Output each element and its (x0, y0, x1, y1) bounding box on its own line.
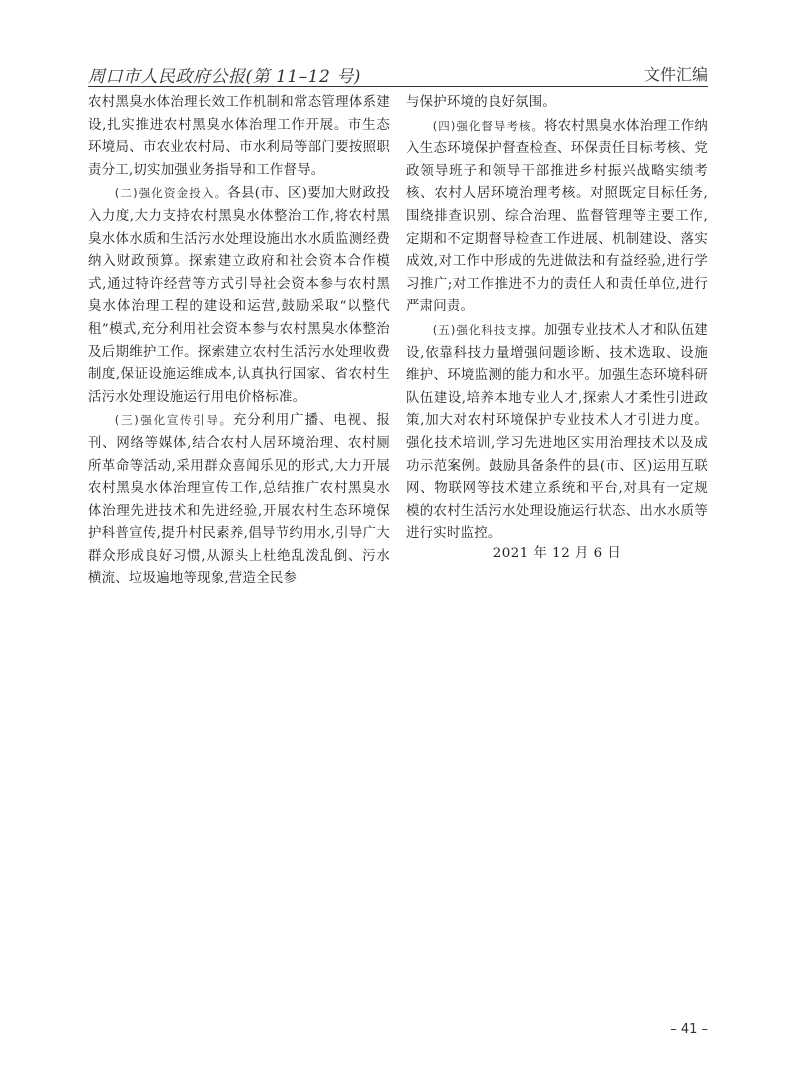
header-divider (88, 86, 708, 87)
paragraph-continuation: 农村黑臭水体治理长效工作机制和常态管理体系建设,扎实推进农村黑臭水体治理工作开展。市生态环境局、市农业农村局、市水利局等部门要按照职责分工,切实加强业务指导和工作督导。 (88, 95, 390, 178)
section-heading-technology: (五)强化科技支撑。 (432, 322, 545, 337)
bulletin-title: 周口市人民政府公报(第 11–12 号) (88, 67, 361, 87)
right-column (406, 92, 708, 546)
paragraph-publicity (88, 409, 390, 591)
paragraph-technology-body: 加强专业技术人才和队伍建设,依靠科技力量增强问题诊断、技术选取、设施维护、环境监测的能力和水平。加强生态环境科研队伍建设,培养本地专业人才,探索人才柔性引进政策,加大对农村环境保护专业技术人才引进力度。强化技术培训,学习先进地区实用治理技术以及成功示范案例。鼓励具备条件的县(市、区)运用互联网、物联网等技术建立系统和平台,对具有一定规模的农村生活污水处理设施运行状态、出水水质等进行实时监控。 (406, 322, 708, 542)
page-header (88, 60, 708, 88)
section-label: 文件汇编 (643, 65, 708, 84)
page-number: – 41 – (670, 1022, 708, 1037)
paragraph-funding (88, 182, 390, 409)
section-heading-publicity: (三)强化宣传引导。 (114, 413, 233, 428)
section-heading-supervision: (四)强化督导考核。 (432, 118, 545, 133)
paragraph-supervision (406, 115, 708, 319)
document-date: 2021 年 12 月 6 日 (492, 546, 622, 561)
paragraph-continuation-right: 与保护环境的良好氛围。 (406, 95, 557, 110)
section-heading-funding: (二)强化资金投入。 (114, 186, 228, 201)
paragraph-technology (406, 319, 708, 546)
paragraph-funding-body: 各县(市、区)要加大财政投入力度,大力支持农村黑臭水体整治工作,将农村黑臭水体水质和生活污水处理设施出水水质监测经费纳入财政预算。探索建立政府和社会资本合作模式,通过特许经营等方式引导社会资本参与农村黑臭水体治理工程的建设和运营,鼓励采取“以整代租”模式,充分利用社会资本参与农村黑臭水体整治及后期维护工作。探索建立农村生活污水处理收费制度,保证设施运维成本,认真执行国家、省农村生活污水处理设施运行用电价格标准。 (88, 186, 390, 405)
paragraph-supervision-body: 将农村黑臭水体治理工作纳入生态环境保护督查检查、环保责任目标考核、党政领导班子和领导干部推进乡村振兴战略实绩考核、农村人居环境治理考核。对照既定目标任务,围绕排查识别、综合治理、监督管理等主要工作,定期和不定期督导检查工作进展、机制建设、落实成效,对工作中形成的先进做法和有益经验,进行学习推广;对工作推进不力的责任人和责任单位,进行严肃问责。 (406, 118, 708, 315)
left-column (88, 92, 390, 591)
paragraph-publicity-body: 充分利用广播、电视、报刊、网络等媒体,结合农村人居环境治理、农村厕所革命等活动,采用群众喜闻乐见的形式,大力开展农村黑臭水体治理宣传工作,总结推广农村黑臭水体治理先进技术和先进经验,开展农村生态环境保护科普宣传,提升村民素养,倡导节约用水,引导广大群众形成良好习惯,从源头上杜绝乱泼乱倒、污水横流、垃圾遍地等现象,营造全民参 (88, 413, 390, 587)
